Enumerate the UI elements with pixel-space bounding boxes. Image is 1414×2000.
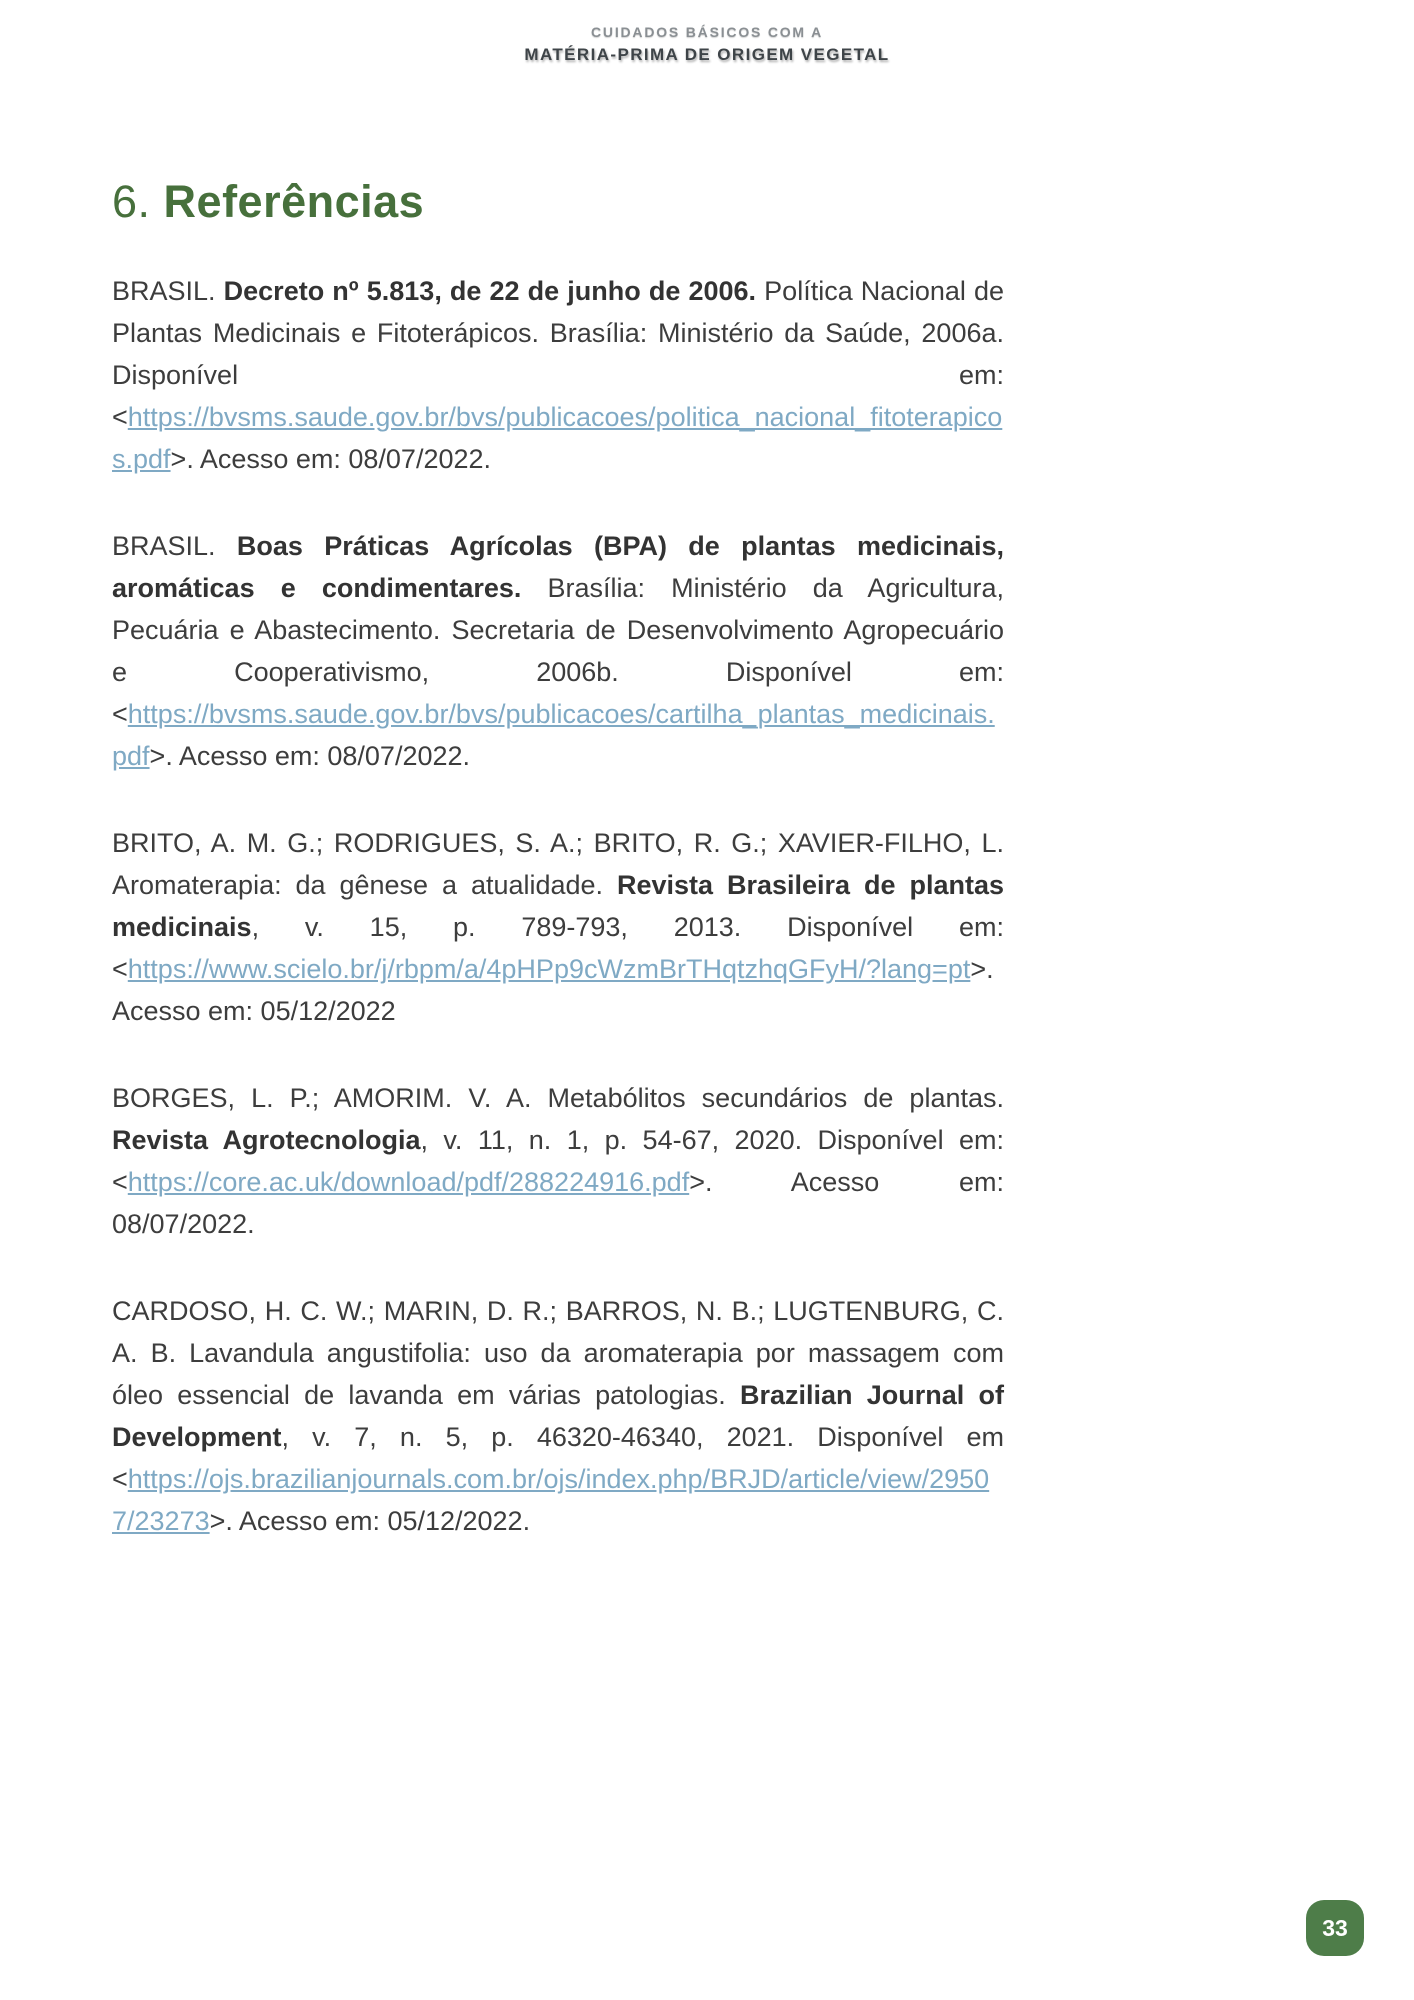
page-header <box>0 24 1414 65</box>
reference-text: BRASIL. <box>112 276 224 306</box>
reference-text: BORGES, L. P.; AMORIM. V. A. Metabólitos secundários de plantas. <box>112 1083 1004 1113</box>
reference-text: Brasília: Ministério da Agricultura, Pecuária e Abastecimento. Secretaria de Desenvolvimento Agropecuário e Cooperativismo, 2006b. Disponível em: < <box>112 573 1004 729</box>
reference-link[interactable]: https://bvsms.saude.gov.br/bvs/publicacoes/politica_nacional_fitoterapicos.pdf <box>112 402 1003 474</box>
reference-text: , v. 7, n. 5, p. 46320-46340, 2021. Disponível em < <box>112 1422 1004 1494</box>
reference-text: Política Nacional de Plantas Medicinais e Fitoterápicos. Brasília: Ministério da Saúde, 2006a. Disponível em: < <box>112 276 1005 432</box>
reference-text: >. Acesso em: 08/07/2022. <box>112 1167 1004 1239</box>
reference-link[interactable]: https://core.ac.uk/download/pdf/288224916.pdf <box>127 1167 690 1197</box>
header-kicker: CUIDADOS BÁSICOS COM A <box>591 24 823 40</box>
reference-link[interactable]: https://www.scielo.br/j/rbpm/a/4pHPp9cWzmBrTHqtzhqGFyH/?lang=pt <box>127 954 971 984</box>
reference-text: BRITO, A. M. G.; RODRIGUES, S. A.; BRITO, R. G.; XAVIER-FILHO, L. Aromaterapia: da gênese a atualidade. <box>112 828 1004 900</box>
reference-entry <box>112 270 1004 480</box>
reference-link[interactable]: https://bvsms.saude.gov.br/bvs/publicacoes/cartilha_plantas_medicinais.pdf <box>112 699 995 771</box>
reference-text: CARDOSO, H. C. W.; MARIN, D. R.; BARROS, N. B.; LUGTENBURG, C. A. B. Lavandula angustifolia: uso da aromaterapia por massagem com óleo essencial de lavanda em várias patologias. <box>112 1296 1004 1410</box>
reference-bold-text: Boas Práticas Agrícolas (BPA) de plantas medicinais, aromáticas e condimentares. <box>112 531 1005 603</box>
reference-text: >. Acesso em: 05/12/2022 <box>112 954 994 1026</box>
references-list <box>112 270 1004 1542</box>
reference-entry <box>112 525 1004 777</box>
reference-bold-text: Revista Brasileira de plantas medicinais <box>112 870 1004 942</box>
page-number: 33 <box>1322 1914 1348 1941</box>
reference-text: , v. 11, n. 1, p. 54-67, 2020. Disponível em: < <box>112 1125 1004 1197</box>
reference-bold-text: Decreto nº 5.813, de 22 de junho de 2006. <box>223 276 757 306</box>
reference-text: >. Acesso em: 08/07/2022. <box>149 741 471 771</box>
reference-text: BRASIL. <box>112 531 237 561</box>
reference-text: >. Acesso em: 08/07/2022. <box>170 444 492 474</box>
reference-bold-text: Brazilian Journal of Development <box>112 1380 1004 1452</box>
reference-entry <box>112 822 1004 1032</box>
section-number: 6. <box>112 176 151 227</box>
reference-entry <box>112 1077 1004 1245</box>
reference-bold-text: Revista Agrotecnologia <box>112 1125 421 1155</box>
reference-link[interactable]: https://ojs.brazilianjournals.com.br/ojs/index.php/BRJD/article/view/29507/23273 <box>112 1464 990 1536</box>
reference-entry <box>112 1290 1004 1542</box>
section-title <box>112 176 1004 228</box>
header-title: MATÉRIA-PRIMA DE ORIGEM VEGETAL <box>524 44 890 64</box>
page-content <box>112 176 1004 1587</box>
page-number-badge <box>1306 1900 1364 1956</box>
section-label: Referências <box>163 176 425 227</box>
reference-text: , v. 15, p. 789-793, 2013. Disponível em: < <box>112 912 1004 984</box>
reference-text: >. Acesso em: 05/12/2022. <box>209 1506 531 1536</box>
